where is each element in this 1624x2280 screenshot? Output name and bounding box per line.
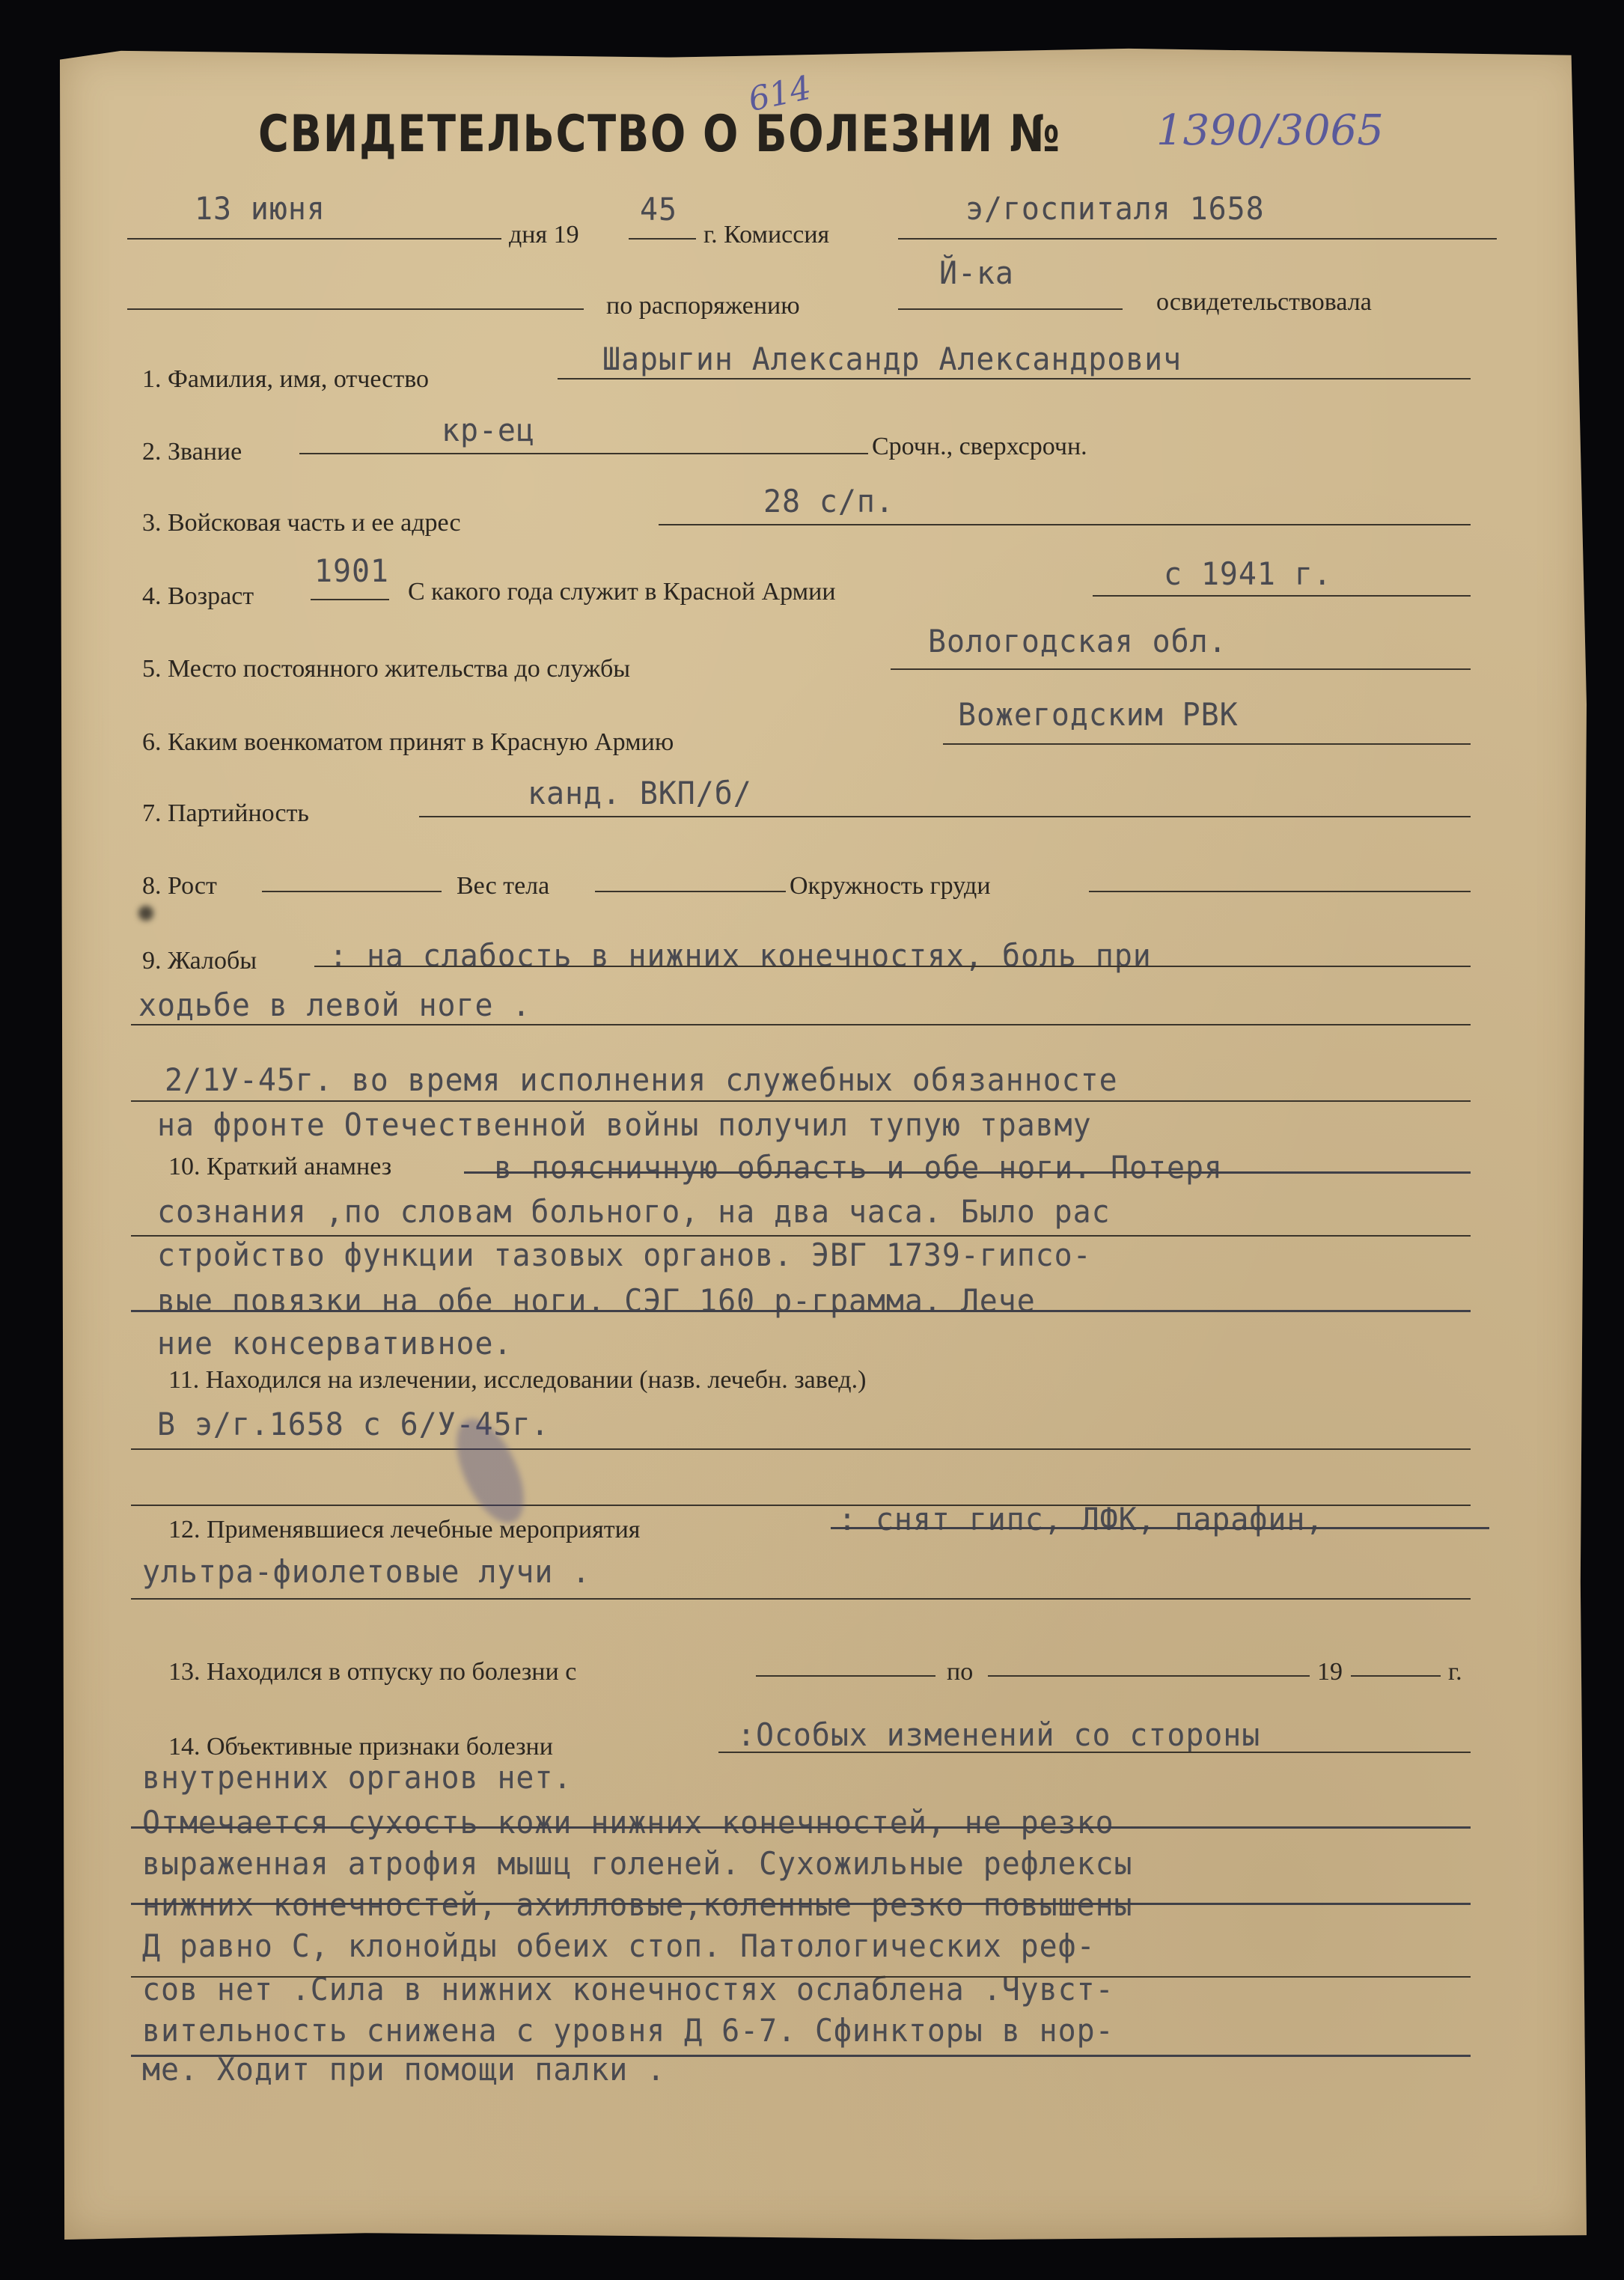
field-7-value: канд. ВКП/б/	[528, 775, 752, 811]
year-line	[629, 238, 696, 240]
field-12-rule-2	[131, 1598, 1471, 1600]
field-10-line-5: стройство функции тазовых органов. ЭВГ 1739-гипсо-	[157, 1237, 1092, 1273]
label-commission: г. Комиссия	[703, 221, 830, 249]
field-13-to-line	[988, 1675, 1310, 1677]
field-2-line	[299, 453, 868, 454]
field-6-value: Вожегодским РВК	[958, 696, 1239, 733]
field-14-line-2: внутренних органов нет.	[142, 1759, 573, 1796]
commission-line	[898, 238, 1497, 240]
field-14-line-5: нижних конечностей, ахилловые,коленные резко повышены	[142, 1886, 1133, 1923]
certificate-number: 1390/3065	[1156, 106, 1384, 155]
date-day-value: 13 июня	[195, 190, 326, 227]
field-4-age-line	[311, 599, 389, 600]
order-left-line	[127, 308, 584, 310]
field-4-since-line	[1093, 595, 1471, 597]
field-6-line	[943, 743, 1471, 745]
field-14-rule-1	[718, 1752, 1471, 1753]
field-4-label: 4. Возраст	[142, 582, 254, 610]
field-14-line-4: выраженная атрофия мышц голеней. Сухожильные рефлексы	[142, 1845, 1133, 1882]
field-9-line-2: ходьбе в левой ноге .	[138, 987, 531, 1023]
field-12-line-1: : снят гипс, ЛФК, парафин,	[838, 1501, 1325, 1537]
ink-smudge	[138, 906, 153, 921]
field-2-label: 2. Звание	[142, 438, 242, 466]
label-day: дня 19	[509, 221, 579, 249]
field-1-line	[558, 378, 1471, 380]
field-7-line	[419, 816, 1471, 817]
field-7-label: 7. Партийность	[142, 799, 309, 827]
field-12-strike-1	[831, 1527, 1489, 1529]
corner-handwritten-mark: 614	[745, 68, 815, 120]
field-2-suffix: Срочн., сверхсрочн.	[872, 433, 1087, 460]
field-10-line-7: ние консервативное.	[157, 1325, 513, 1362]
field-14-line-7: сов нет .Сила в нижних конечностях ослаблена .Чувст-	[142, 1971, 1114, 2008]
field-11-rule-1	[131, 1448, 1471, 1450]
field-2-value: кр-ец	[442, 412, 535, 448]
order-right-line	[898, 308, 1123, 310]
field-14-line-6: Д равно С, клонойды обеих стоп. Патологических реф-	[142, 1927, 1096, 1964]
field-12-label: 12. Применявшиеся лечебные мероприятия	[168, 1516, 641, 1543]
document-title: СВИДЕТЕЛЬСТВО О БОЛЕЗНИ №	[258, 105, 1061, 164]
field-8-height-line	[262, 891, 442, 892]
field-9-rule-1	[314, 966, 1471, 967]
field-13-year-line	[1351, 1675, 1441, 1677]
order-value: Й-ка	[939, 254, 1014, 291]
field-8-weight-line	[595, 891, 786, 892]
field-14-label: 14. Объективные признаки болезни	[168, 1733, 553, 1761]
field-8-chest-line	[1089, 891, 1471, 892]
field-10-label: 10. Краткий анамнез	[168, 1153, 392, 1180]
field-8-label: 8. Рост	[142, 872, 217, 900]
field-6-label: 6. Каким военкоматом принят в Красную Армию	[142, 728, 674, 756]
field-3-label: 3. Войсковая часть и ее адрес	[142, 509, 461, 537]
field-13-label: 13. Находился в отпуску по болезни с	[168, 1658, 577, 1686]
field-11-label: 11. Находился на излечении, исследовании (назв. лечебн. завед.)	[168, 1366, 867, 1394]
field-13-g-label: г.	[1448, 1658, 1462, 1686]
field-13-from-line	[756, 1675, 935, 1677]
field-14-line-9: ме. Ходит при помощи палки .	[142, 2051, 666, 2088]
field-4-since-value: с 1941 г.	[1164, 555, 1332, 592]
field-4-since-label: С какого года служит в Красной Армии	[408, 578, 836, 606]
field-10-line-1: 2/1У-45г. во время исполнения служебных обязанносте	[165, 1061, 1118, 1098]
field-5-line	[891, 668, 1471, 670]
field-10-rule-1	[131, 1100, 1471, 1102]
field-10-line-3: в поясничную область и обе ноги. Потеря	[494, 1149, 1223, 1186]
field-1-label: 1. Фамилия, имя, отчество	[142, 365, 430, 393]
field-10-line-2: на фронте Отечественной войны получил тупую травму	[157, 1106, 1092, 1143]
field-8-chest-label: Окружность груди	[790, 872, 991, 900]
label-examined: освидетельствовала	[1156, 288, 1372, 316]
field-14-strike-5	[131, 1903, 1471, 1905]
field-14-line-3: Отмечается сухость кожи нижних конечностей, не резко	[142, 1804, 1114, 1841]
field-14-rule-7	[131, 1976, 1471, 1978]
field-14-strike-9	[131, 2055, 1471, 2057]
field-9-rule-2	[131, 1024, 1471, 1025]
field-4-value: 1901	[314, 552, 389, 589]
field-9-line-1: : на слабость в нижних конечностях, боль при	[329, 937, 1152, 974]
field-14-strike-3	[131, 1826, 1471, 1829]
label-by-order: по распоряжению	[606, 292, 800, 320]
field-14-line-1: :Особых изменений со стороны	[737, 1716, 1261, 1753]
field-5-label: 5. Место постоянного жительства до службы	[142, 655, 631, 683]
year-value: 45	[640, 191, 677, 228]
field-3-line	[659, 524, 1471, 525]
field-10-line-6: вые повязки на обе ноги. СЭГ 160 р-грамма. Лече	[157, 1282, 1036, 1319]
field-13-to-label: по	[947, 1658, 974, 1686]
field-10-strike-6	[131, 1310, 1471, 1312]
field-8-weight-label: Вес тела	[457, 872, 550, 900]
field-5-value: Вологодская обл.	[928, 623, 1227, 659]
field-13-year-label: 19	[1317, 1658, 1343, 1686]
field-1-value: Шарыгин Александр Александрович	[602, 341, 1182, 377]
field-12-line-2: ультра-фиолетовые лучи .	[142, 1553, 591, 1590]
field-14-line-8: вительность снижена с уровня Д 6-7. Сфинкторы в нор-	[142, 2012, 1114, 2049]
date-line	[127, 238, 501, 240]
field-9-label: 9. Жалобы	[142, 947, 257, 975]
field-11-value: В э/г.1658 с 6/У-45г.	[157, 1406, 550, 1442]
commission-value: э/госпиталя 1658	[965, 190, 1265, 227]
field-3-value: 28 с/п.	[763, 483, 894, 519]
field-10-strike-3	[464, 1171, 1471, 1174]
field-10-line-4: сознания ,по словам больного, на два часа. Было рас	[157, 1193, 1111, 1230]
